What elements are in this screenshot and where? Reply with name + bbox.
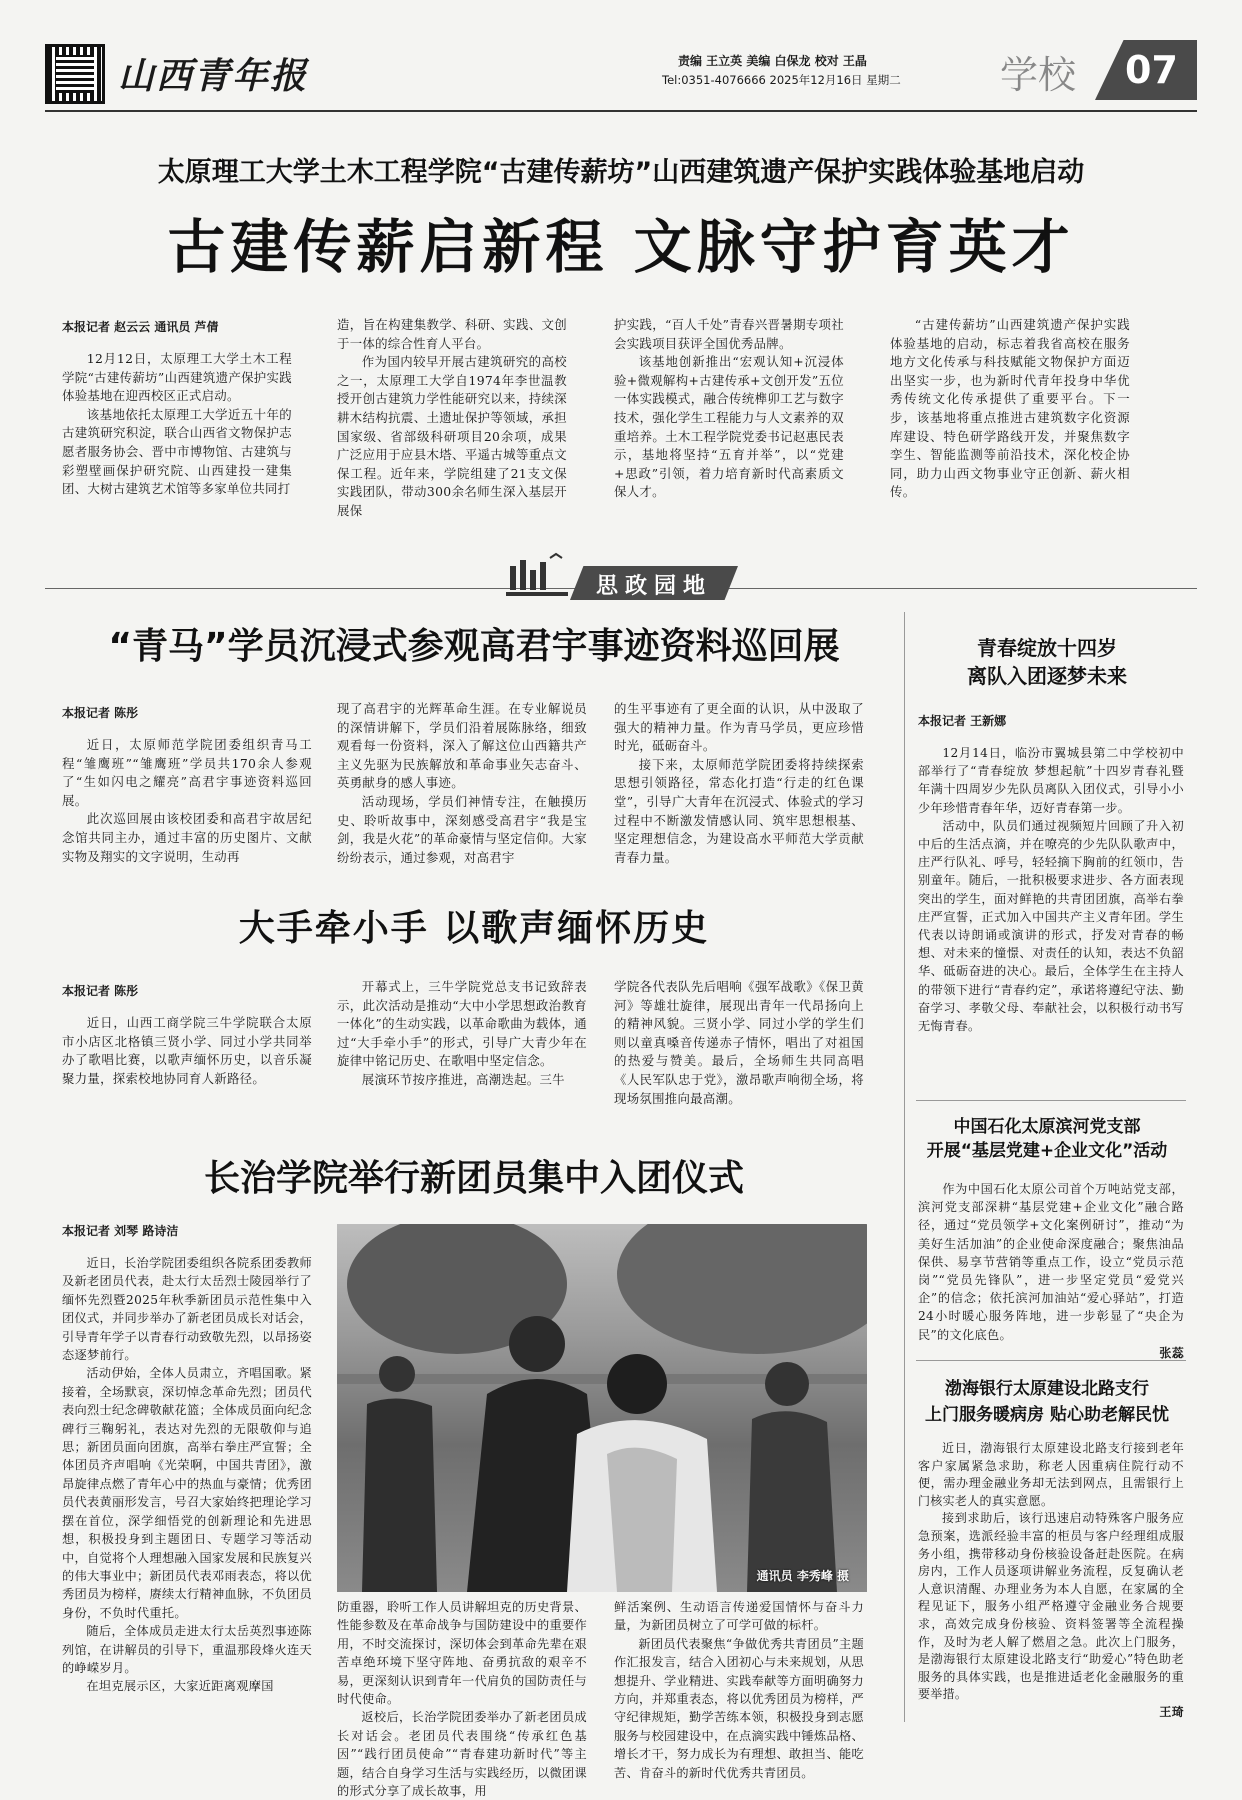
story2-byline: 本报记者 陈彤 <box>62 984 139 998</box>
side3-headline-2: 上门服务暖病房 贴心助老解民忧 <box>925 1405 1169 1425</box>
side-rule-1 <box>916 1100 1186 1101</box>
story3-headline: 长治学院举行新团员集中入团仪式 <box>203 1158 744 1199</box>
story1-headline: “青马”学员沉浸式参观高君宇事迹资料巡回展 <box>108 626 840 667</box>
sidebar-divider <box>904 612 905 1722</box>
story3-col-2: 防重器，聆听工作人员讲解坦克的历史背景、性能参数及在革命战争与国防建设中的重要作用，不时交流探讨，深切体会到革命先辈在艰苦卓绝环境下坚守阵地、奋勇抗敌的艰辛不易，更深刻认识到青年一代肩负的国防责任与时代使命。 返校后，长治学院团委举办了新老团员成长对话会。老团员代表围绕“传承红色基因”“践行团员使命”“青春建功新时代”等主题，结合自身学习生活与实践经历，以微团课的形式分享了成长故事，用 <box>337 1600 587 1799</box>
side1-headline-2: 离队入团逐梦未来 <box>967 664 1127 688</box>
side2-headline-1: 中国石化太原滨河党支部 <box>953 1117 1141 1137</box>
story1-byline: 本报记者 陈彤 <box>62 706 139 720</box>
lead-col-4: “古建传薪坊”山西建筑遗产保护实践体验基地的启动，标志着我省高校在服务地方文化传承与科技赋能文物保护方面迈出坚实一步，也为新时代青年投身中华优秀传统文化传承提供了重要平台。下一步，该基地将重点推进古建筑数字化资源库建设、特色研学路线开发，并聚焦数字孪生、智能监测等前沿技术，深化校企协同，助力山西文物事业守正创新、薪火相传。 <box>890 317 1130 500</box>
section-banner-icon <box>506 552 568 596</box>
story2-col-3: 学院各代表队先后唱响《强军战歌》《保卫黄河》等雄壮旋律，展现出青年一代昂扬向上的精神风貌。三贤小学、同过小学的学生们则以童真嗓音传递赤子情怀，唱出了对祖国的热爱与赞美。最后，全场师生共同高唱《人民军队忠于党》，激昂歌声响彻全场，将现场氛围推向最高潮。 <box>614 979 864 1106</box>
editors-line: 责编 王立英 美编 白保龙 校对 王晶 <box>678 54 867 68</box>
story1-col-1: 近日，太原师范学院团委组织青马工程“雏鹰班”“雏鹰班”学员共170余人参观了“生如闪电之耀亮”高君宇事迹资料巡回展。 此次巡回展由该校团委和高君宇故居纪念馆共同主办，通过丰富的历史图片、文献实物及翔实的文字说明，生动再 <box>62 737 312 864</box>
side2-body: 作为中国石化太原公司首个万吨站党支部，滨河党支部深耕“基层党建+企业文化”融合路径，通过“党员领学+文化案例研讨”，推动“为美好生活加油”的企业使命深度融合；聚焦油品保供、易享节营销等重点工作，设立“党员示范岗”“党员先锋队”，进一步坚定党员“爱党兴企”的信念；依托滨河加油站“爱心驿站”，打造24小时暖心服务阵地，进一步彰显了“央企为民”的文化底色。 张蕊 <box>918 1180 1184 1362</box>
side3-body: 近日，渤海银行太原建设北路支行接到老年客户家属紧急求助，称老人因重病住院行动不便，需办理金融业务却无法到网点，且需银行上门核实老人的真实意愿。 接到求助后，该行迅速启动特殊客户服务应急预案，选派经验丰富的柜员与客户经理组成服务小组，携带移动身份核验设备赶赴医院。在病房内，工作人员逐项讲解业务流程，反复确认老人意识清醒、办理业务为本人自愿，在家属的全程见证下，服务小组严格遵守金融业务合规要求，高效完成身份核验、资料签署等全流程操作，及时为老人解了燃眉之急。此次上门服务，是渤海银行太原建设北路支行“助爱心”特色助老服务的具体实践，也是推进适老化金融服务的重要举措。 王琦 <box>918 1440 1184 1722</box>
news-photo <box>337 1224 867 1592</box>
side-rule-2 <box>916 1360 1186 1361</box>
lead-kicker: 太原理工大学土木工程学院“古建传薪坊”山西建筑遗产保护实践体验基地启动 <box>157 157 1085 188</box>
lead-col-2: 造，旨在构建集教学、科研、实践、文创于一体的综合性育人平台。 作为国内较早开展古建筑研究的高校之一，太原理工大学自1974年李世温教授开创古建筑力学性能研究以来，持续深耕木结构抗震、土遗址保护等领域，承担国家级、省部级科研项目20余项，成果广泛应用于应县木塔、平遥古城等重点文保工程。近年来，学院组建了21支文保实践团队，带动300余名师生深入基层开展保 <box>337 317 567 518</box>
page-number: 07 <box>1125 48 1178 92</box>
story1-col-3: 的生平事迹有了更全面的认识，从中汲取了强大的精神力量。作为青马学员，更应珍惜时光，砥砺奋斗。 接下来，太原师范学院团委将持续探索思想引领路径，常态化打造“行走的红色课堂”，引导广大青年在沉浸式、体验式的学习过程中不断激发情感认同、筑牢思想根基、坚定理想信念，为建设高水平师范大学贡献青春力量。 <box>614 701 864 865</box>
story2-col-1: 近日，山西工商学院三牛学院联合太原市小店区北格镇三贤小学、同过小学共同举办了歌唱比赛，以歌声缅怀历史，以音乐凝聚力量，探索校地协同育人新路径。 <box>62 1015 312 1086</box>
story1-col-2: 现了高君宇的光辉革命生涯。在专业解说员的深情讲解下，学员们沿着展陈脉络，细致观看每一份资料，深入了解这位山西籍共产主义先驱为民族解放和革命事业矢志奋斗、英勇献身的感人事迹。 活动现场，学员们神情专注，在触摸历史、聆听故事中，深刻感受高君宇“我是宝剑，我是火花”的革命豪情与坚定信仰。大家纷纷表示，通过参观，对高君宇 <box>337 701 587 865</box>
side3-headline-1: 渤海银行太原建设北路支行 <box>945 1379 1149 1399</box>
section-banner-label: 思政园地 <box>595 574 712 599</box>
side2-headline-2: 开展“基层党建+企业文化”活动 <box>926 1141 1168 1161</box>
qr-code <box>45 44 105 104</box>
contact-line: Tel:0351-4076666 2025年12月16日 星期二 <box>662 73 901 87</box>
lead-headline: 古建传薪启新程 文脉守护育英才 <box>167 213 1075 281</box>
side1-headline-1: 青春绽放十四岁 <box>977 636 1117 660</box>
building-icon <box>506 552 568 592</box>
side2-sign: 张蕊 <box>1159 1345 1184 1360</box>
side1-byline: 本报记者 王新娜 <box>918 714 1007 728</box>
masthead-rule <box>45 110 1197 112</box>
side3-sign: 王琦 <box>1159 1704 1184 1719</box>
lead-col-1: 12月12日，太原理工大学土木工程学院“古建传薪坊”山西建筑遗产保护实践体验基地在迎西校区正式启动。 该基地依托太原理工大学近五十年的古建筑研究积淀，联合山西省文物保护志愿者服务协会、晋中市博物馆、古建筑与彩塑壁画保护研究院、山西建投一建集团、大树古建筑艺术馆等多家单位共同打 <box>62 351 292 497</box>
story2-col-2: 开幕式上，三牛学院党总支书记致辞表示，此次活动是推动“大中小学思想政治教育一体化”的生动实践，以革命歌曲为载体，通过“大手牵小手”的形式，引导广大青少年在旋律中铭记历史、在歌唱中坚定信念。 展演环节按序推进，高潮迭起。三牛 <box>337 979 587 1087</box>
story2-headline: 大手牵小手 以歌声缅怀历史 <box>238 908 710 949</box>
photo-credit: 通讯员 李秀峰 摄 <box>756 1569 849 1583</box>
section-name: 学校 <box>1000 53 1077 97</box>
story3-col-1: 近日，长治学院团委组织各院系团委教师及新老团员代表，赴太行太岳烈士陵园举行了缅怀先烈暨2025年秋季新团员示范性集中入团仪式，并同步举办了新老团员成长对话会，引导青年学子以青春行动致敬先烈，以昂扬姿态逐梦前行。 活动伊始，全体人员肃立，齐唱国歌。紧接着，全场默哀，深切悼念革命先烈；团员代表向烈士纪念碑敬献花篮；全体成员面向纪念碑行三鞠躬礼，表达对先烈的无限敬仰与追思；新团员面向团旗，高举右拳庄严宣誓；全体团员齐声唱响《光荣啊，中国共青团》，激昂旋律点燃了青年心中的热血与豪情；优秀团员代表黄丽形发言，号召大家始终把理论学习摆在首位，深学细悟党的创新理论和先进思想，积极投身到主题团日、专题学习等活动中，自觉将个人理想融入国家发展和民族复兴的伟大事业中；新团员代表邓雨表态，将以优秀团员为榜样，赓续太行精神血脉，不负团员身份，不负时代重托。 随后，全体成员走进太行太岳英烈事迹陈列馆，在讲解员的引导下，重温那段烽火连天的峥嵘岁月。 在坦克展示区，大家近距离观摩国 <box>62 1256 312 1694</box>
story3-col-3: 鲜活案例、生动语言传递爱国情怀与奋斗力量，为新团员树立了可学可做的标杆。 新团员代表聚焦“争做优秀共青团员”主题作汇报发言，结合入团初心与未来规划，从思想提升、学业精进、实践奉献等方面明确努力方向，并郑重表态，将以优秀团员为榜样，严守纪律规矩，勤学苦练本领，积极投身到志愿服务与校园建设中，在点滴实践中锤炼品格、增长才干，努力成长为有理想、敢担当、能吃苦、肯奋斗的新时代优秀共青团员。 <box>614 1600 864 1780</box>
side1-body: 12月14日，临汾市翼城县第二中学校初中部举行了“青春绽放 梦想起航”十四岁青春礼暨年满十四周岁少先队员离队入团仪式，引导小小少年珍惜青春年华，迈好青春第一步。 活动中，队员们通过视频短片回顾了升入初中后的生活点滴，并在嘹亮的少先队队歌声中，庄严行队礼、呼号，轻轻摘下胸前的红领巾，告别童年。随后，一批积极要求进步、各方面表现突出的学生，面对鲜艳的共青团团旗，高举右拳庄严宣誓，正式加入中国共产主义青年团。学生代表以诗朗诵或演讲的形式，抒发对青春的畅想、对未来的憧憬、对责任的认知，表达不负韶华、砥砺奋进的决心。最后，全体学生在主持人的带领下进行“青春约定”，承诺将遵纪守法、勤奋学习、孝敬父母、奉献社会，以积极行动书写无悔青春。 <box>918 746 1184 1034</box>
lead-col-3: 护实践，“百人千处”青春兴晋暑期专项社会实践项目获评全国优秀品牌。 该基地创新推出“宏观认知+沉浸体验+微观解构+古建传承+文创开发”五位一体实践模式，融合传统榫卯工艺与数字技术，强化学生工程能力与人文素养的双重培养。土木工程学院党委书记赵惠民表示，基地将坚持“五育并举”，以“党建+思政”引领，着力培育新时代高素质文保人才。 <box>614 317 844 500</box>
paper-logo: 山西青年报 <box>118 55 309 97</box>
lead-byline: 本报记者 赵云云 通讯员 芦倩 <box>62 320 219 334</box>
story3-byline: 本报记者 刘琴 路诗洁 <box>62 1224 179 1238</box>
ceremony-photo-graphic <box>337 1224 867 1592</box>
